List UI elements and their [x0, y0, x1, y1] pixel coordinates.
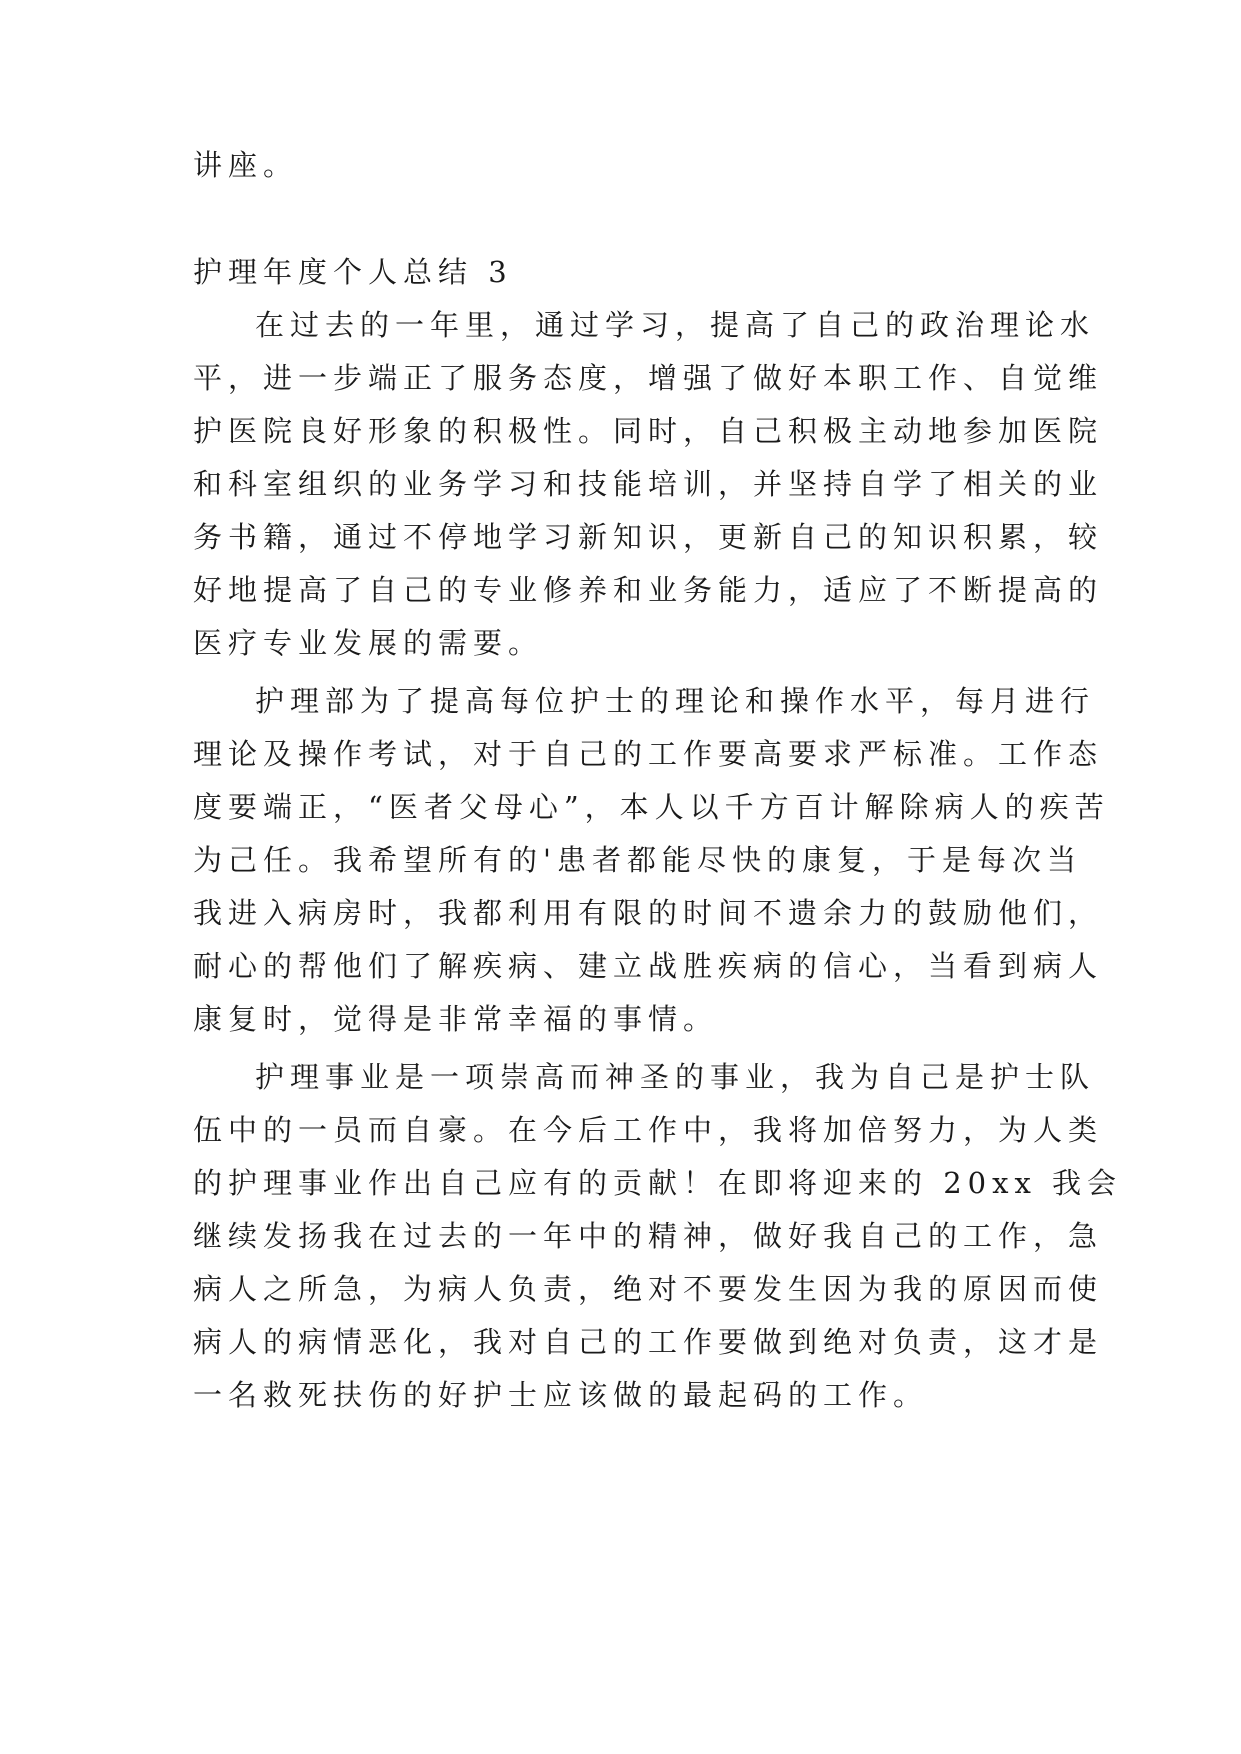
- paragraph-3-line-3: 的护理事业作出自己应有的贡献！在即将迎来的 20xx 我会: [193, 1166, 1123, 1200]
- paragraph-1-line-2: 平，进一步端正了服务态度，增强了做好本职工作、自觉维: [193, 361, 1104, 395]
- paragraph-1-line-3: 护医院良好形象的积极性。同时，自己积极主动地参加医院: [193, 414, 1104, 448]
- paragraph-2-line-1: 护理部为了提高每位护士的理论和操作水平，每月进行: [255, 684, 1096, 718]
- paragraph-2-line-4: 为己任。我希望所有的'患者都能尽快的康复，于是每次当: [193, 843, 1082, 877]
- paragraph-1-line-7: 医疗专业发展的需要。: [193, 626, 544, 660]
- section-heading: 护理年度个人总结 3: [193, 255, 513, 289]
- paragraph-3-line-7: 一名救死扶伤的好护士应该做的最起码的工作。: [193, 1378, 929, 1412]
- paragraph-2-line-2: 理论及操作考试，对于自己的工作要高要求严标准。工作态: [193, 737, 1104, 771]
- paragraph-3-line-2: 伍中的一员而自豪。在今后工作中，我将加倍努力，为人类: [193, 1113, 1104, 1147]
- paragraph-2-line-6: 耐心的帮他们了解疾病、建立战胜疾病的信心，当看到病人: [193, 949, 1104, 983]
- paragraph-2-line-3: 度要端正，“医者父母心”，本人以千方百计解除病人的疾苦: [193, 790, 1110, 824]
- paragraph-3-line-5: 病人之所急，为病人负责，绝对不要发生因为我的原因而使: [193, 1272, 1104, 1306]
- paragraph-1-line-6: 好地提高了自己的专业修养和业务能力，适应了不断提高的: [193, 573, 1104, 607]
- paragraph-1-line-5: 务书籍，通过不停地学习新知识，更新自己的知识积累，较: [193, 520, 1104, 554]
- paragraph-3-line-1: 护理事业是一项崇高而神圣的事业，我为自己是护士队: [255, 1060, 1096, 1094]
- paragraph-2-line-7: 康复时，觉得是非常幸福的事情。: [193, 1002, 719, 1036]
- paragraph-1-line-1: 在过去的一年里，通过学习，提高了自己的政治理论水: [255, 308, 1096, 342]
- paragraph-1-line-4: 和科室组织的业务学习和技能培训，并坚持自学了相关的业: [193, 467, 1104, 501]
- lead-fragment: 讲座。: [193, 148, 299, 182]
- paragraph-3-line-6: 病人的病情恶化，我对自己的工作要做到绝对负责，这才是: [193, 1325, 1104, 1359]
- paragraph-2-line-5: 我进入病房时，我都利用有限的时间不遗余力的鼓励他们，: [193, 896, 1104, 930]
- paragraph-3-line-4: 继续发扬我在过去的一年中的精神，做好我自己的工作，急: [193, 1219, 1104, 1253]
